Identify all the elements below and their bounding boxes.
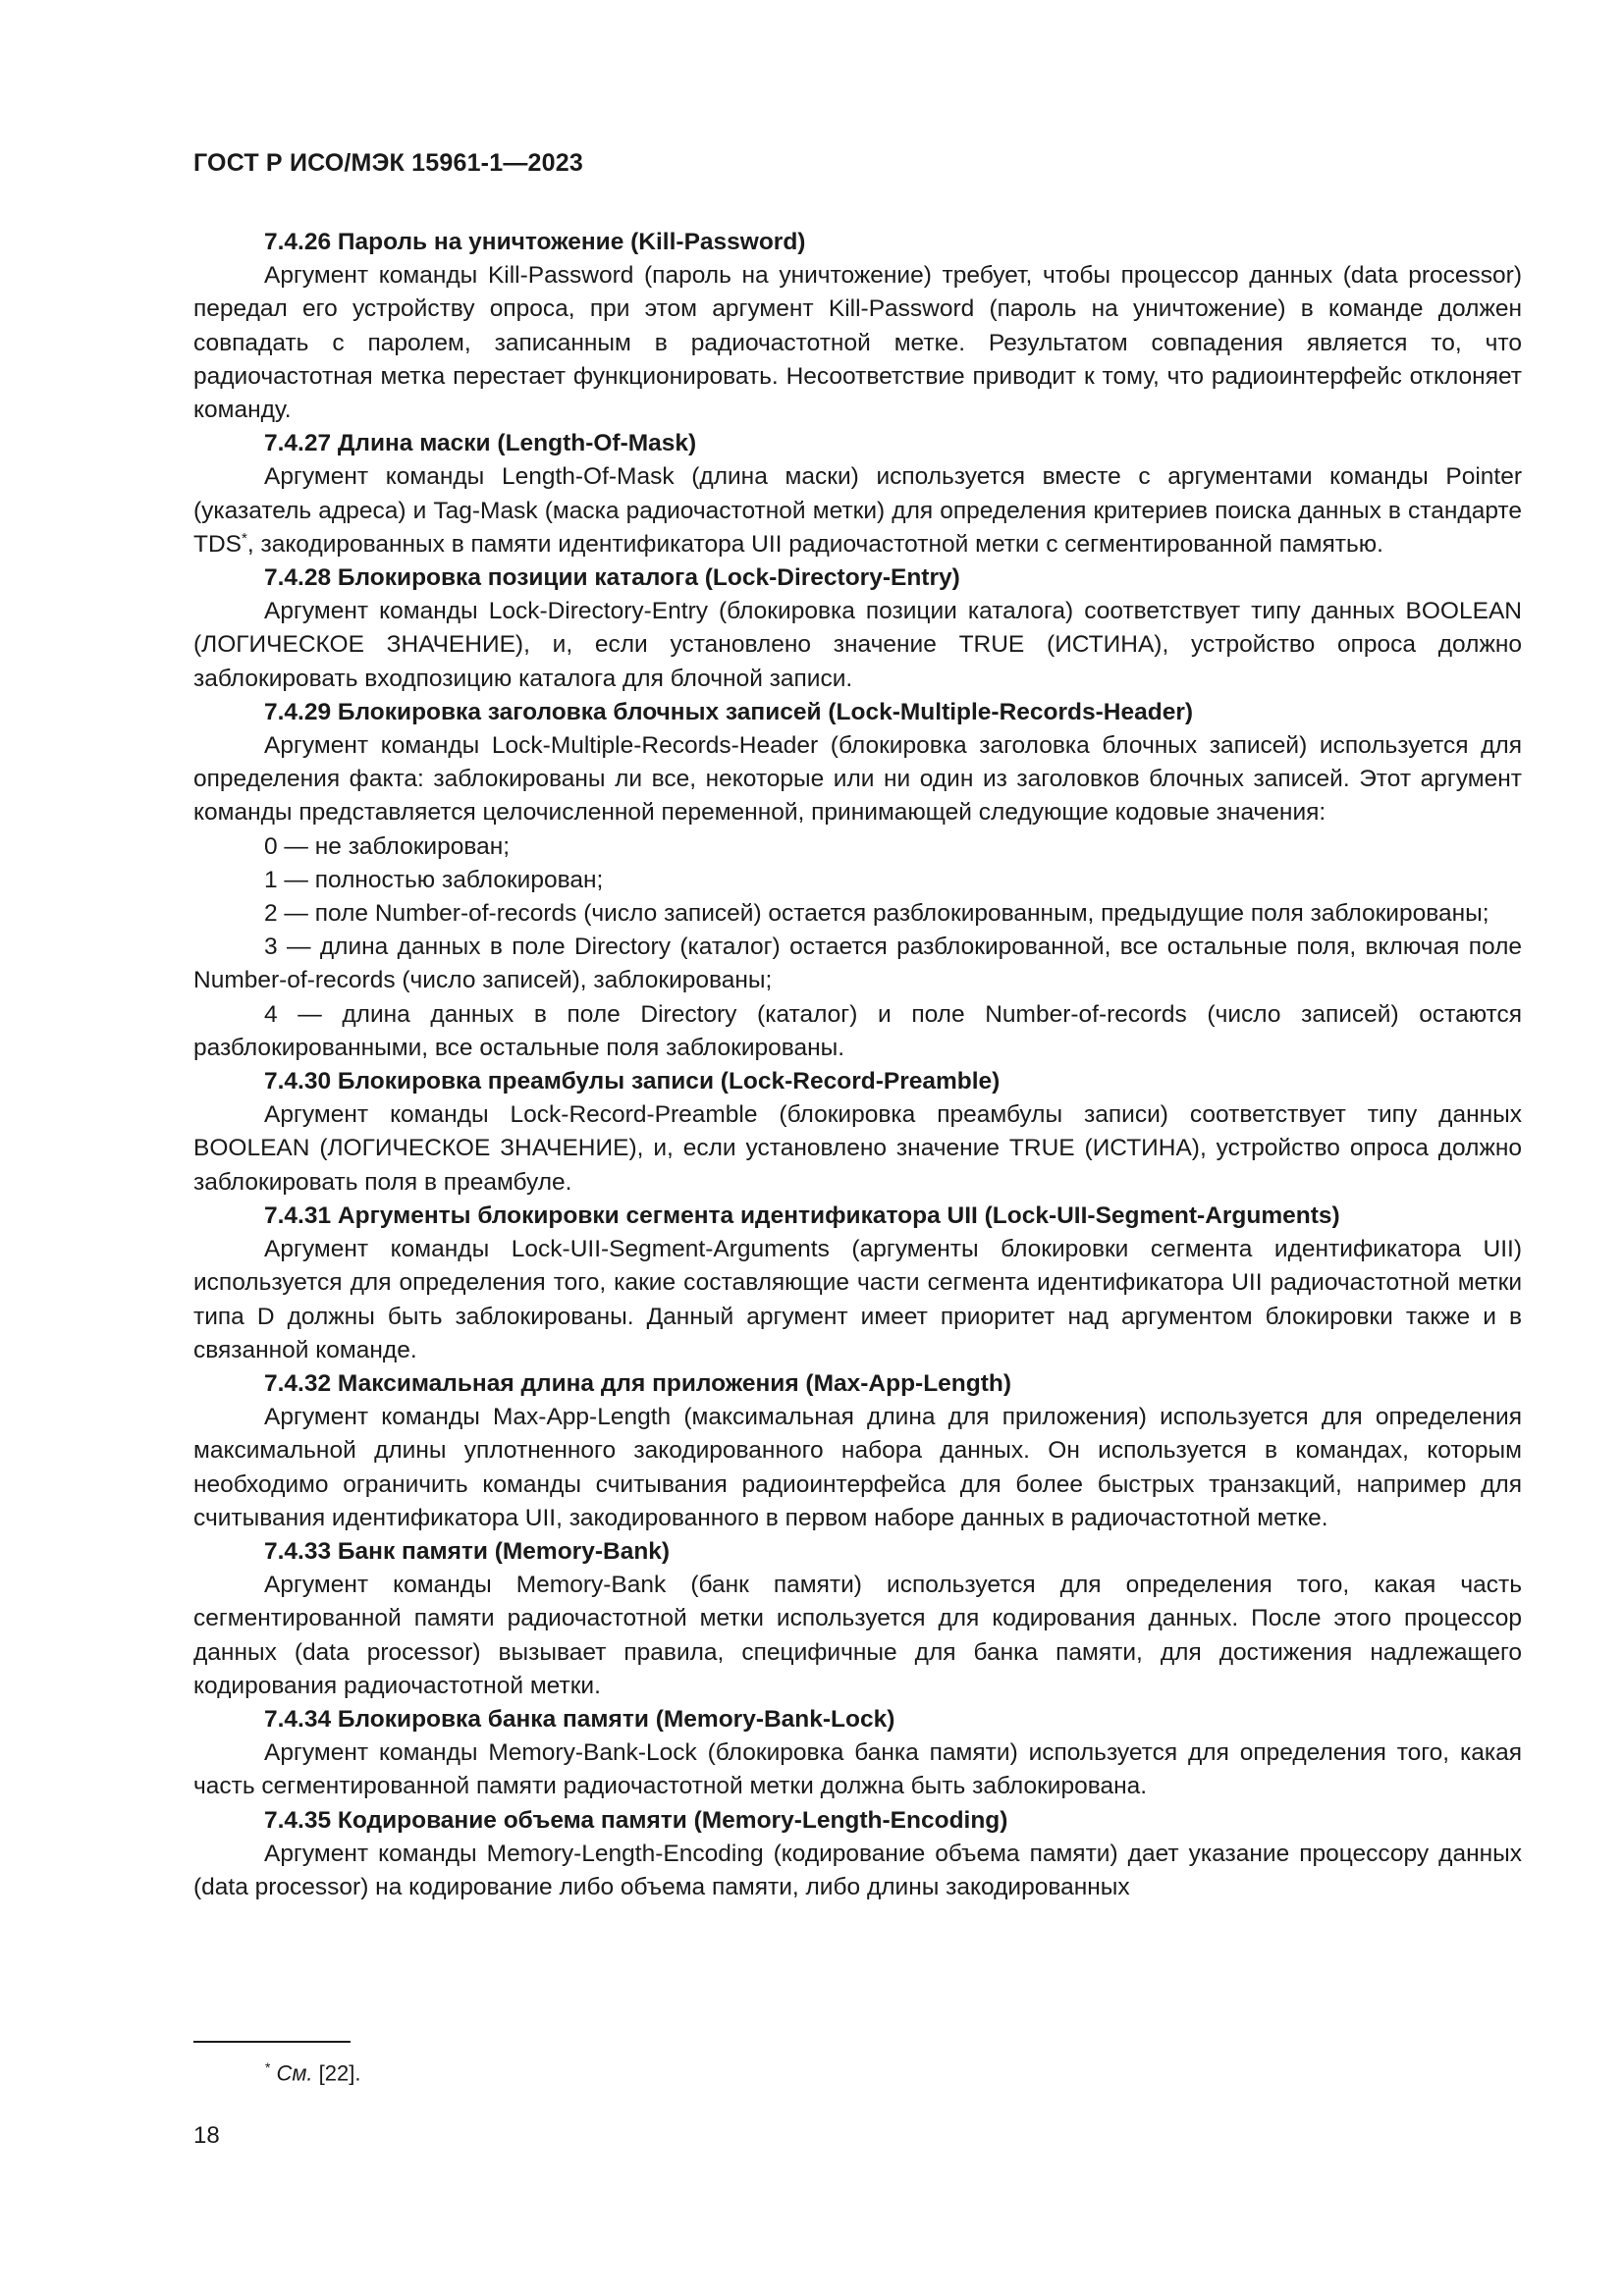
section-heading: 7.4.26 Пароль на уничтожение (Kill-Password) [264, 229, 806, 255]
section-heading: 7.4.33 Банк памяти (Memory-Bank) [264, 1537, 671, 1565]
footnote [265, 2059, 360, 2086]
paragraph-text: Аргумент команды Length-Of-Mask (длина маски) используется вместе с аргументами команды Pointer (указатель адреса) и Tag-Mask (маска радиочастотной метки) для определения критериев поиска данных в стандарте TDS [193, 463, 1522, 558]
section-heading: 7.4.27 Длина маски (Length-Of-Mask) [264, 430, 697, 457]
list-item: 2 — поле Number-of-records (число записей) остается разблокированным, предыдущие поля заблокированы; [264, 900, 1489, 928]
footnote-divider [193, 2041, 351, 2043]
paragraph: Аргумент команды Memory-Bank-Lock (блокировка банка памяти) используется для определения того, какая часть сегментированной памяти радиочастотной метки должна быть заблокирована. [193, 1739, 1522, 1800]
section-heading: 7.4.30 Блокировка преамбулы записи (Lock-Record-Preamble) [264, 1068, 1001, 1095]
list-item: 1 — полностью заблокирован; [264, 866, 604, 893]
paragraph: Аргумент команды Max-App-Length (максимальная длина для приложения) используется для определения максимальной длины уплотненного закодированного набора данных. Он используется в командах, которым необходимо ограничить команды считывания радиоинтерфейса для более быстрых транзакций, например для считывания идентификатора UII, закодированного в первом наборе данных в радиочастотной метке. [193, 1404, 1522, 1531]
document-header: ГОСТ Р ИСО/МЭК 15961-1—2023 [193, 149, 583, 177]
section-heading: 7.4.28 Блокировка позиции каталога (Lock-Directory-Entry) [264, 564, 960, 592]
page-number: 18 [193, 2122, 220, 2149]
section-heading: 7.4.34 Блокировка банка памяти (Memory-Bank-Lock) [264, 1705, 895, 1733]
list-item: 0 — не заблокирован; [264, 832, 511, 860]
paragraph: Аргумент команды Memory-Length-Encoding (кодирование объема памяти) дает указание процессору данных (data processor) на кодирование либо объема памяти, либо длины закодированных [193, 1840, 1522, 1900]
footnote-prefix: См. [276, 2060, 313, 2086]
paragraph-text: , закодированных в памяти идентификатора UII радиочастотной метки с сегментированной памятью. [246, 530, 1383, 558]
paragraph: Аргумент команды Lock-Directory-Entry (блокировка позиции каталога) соответствует типу данных BOOLEAN (ЛОГИЧЕСКОЕ ЗНАЧЕНИЕ), и, если установлено значение TRUE (ИСТИНА), устройство опроса должно заблокировать входпозицию каталога для блочной записи. [193, 598, 1522, 692]
paragraph: Аргумент команды Memory-Bank (банк памяти) используется для определения того, какая часть сегментированной памяти радиочастотной метки используется для кодирования данных. После этого процессор данных (data processor) вызывает правила, специфичные для банка памяти, для достижения надлежащего кодирования радиочастотной метки. [193, 1572, 1522, 1699]
document-body [193, 226, 1522, 1904]
list-item: 3 — длина данных в поле Directory (каталог) остается разблокированной, все остальные поля, включая поле Number-of-records (число записей), заблокированы; [193, 934, 1522, 994]
section-heading: 7.4.32 Максимальная длина для приложения (Max-App-Length) [264, 1369, 1011, 1397]
footnote-reference: [22]. [318, 2060, 361, 2086]
section-heading: 7.4.35 Кодирование объема памяти (Memory-Length-Encoding) [264, 1806, 1008, 1834]
paragraph-with-footnote [193, 460, 1522, 561]
paragraph: Аргумент команды Kill-Password (пароль на уничтожение) требует, чтобы процессор данных (data processor) передал его устройству опроса, при этом аргумент Kill-Password (пароль на уничтожение) в команде должен совпадать с паролем, записанным в радиочастотной метке. Результатом совпадения является то, что радиочастотная метка перестает функционировать. Несоответствие приводит к тому, что радиоинтерфейс отклоняет команду. [193, 262, 1522, 424]
footnote-marker: * [265, 2059, 271, 2075]
paragraph: Аргумент команды Lock-UII-Segment-Arguments (аргументы блокировки сегмента идентификатора UII) используется для определения того, какие составляющие части сегмента идентификатора UII радиочастотной метки типа D должны быть заблокированы. Данный аргумент имеет приоритет над аргументом блокировки также и в связанной команде. [193, 1236, 1522, 1363]
section-heading: 7.4.29 Блокировка заголовка блочных записей (Lock-Multiple-Records-Header) [264, 698, 1194, 725]
section-heading: 7.4.31 Аргументы блокировки сегмента идентификатора UII (Lock-UII-Segment-Arguments) [264, 1201, 1340, 1229]
footnote-marker: * [242, 529, 247, 547]
paragraph: Аргумент команды Lock-Record-Preamble (блокировка преамбулы записи) соответствует типу данных BOOLEAN (ЛОГИЧЕСКОЕ ЗНАЧЕНИЕ), и, если установлено значение TRUE (ИСТИНА), устройство опроса должно заблокировать поля в преамбуле. [193, 1101, 1522, 1196]
paragraph: Аргумент команды Lock-Multiple-Records-Header (блокировка заголовка блочных записей) используется для определения факта: заблокированы ли все, некоторые или ни один из заголовков блочных записей. Этот аргумент команды представляется целочисленной переменной, принимающей следующие кодовые значения: [193, 732, 1522, 827]
list-item: 4 — длина данных в поле Directory (каталог) и поле Number-of-records (число записей) остаются разблокированными, все остальные поля заблокированы. [193, 1000, 1522, 1061]
